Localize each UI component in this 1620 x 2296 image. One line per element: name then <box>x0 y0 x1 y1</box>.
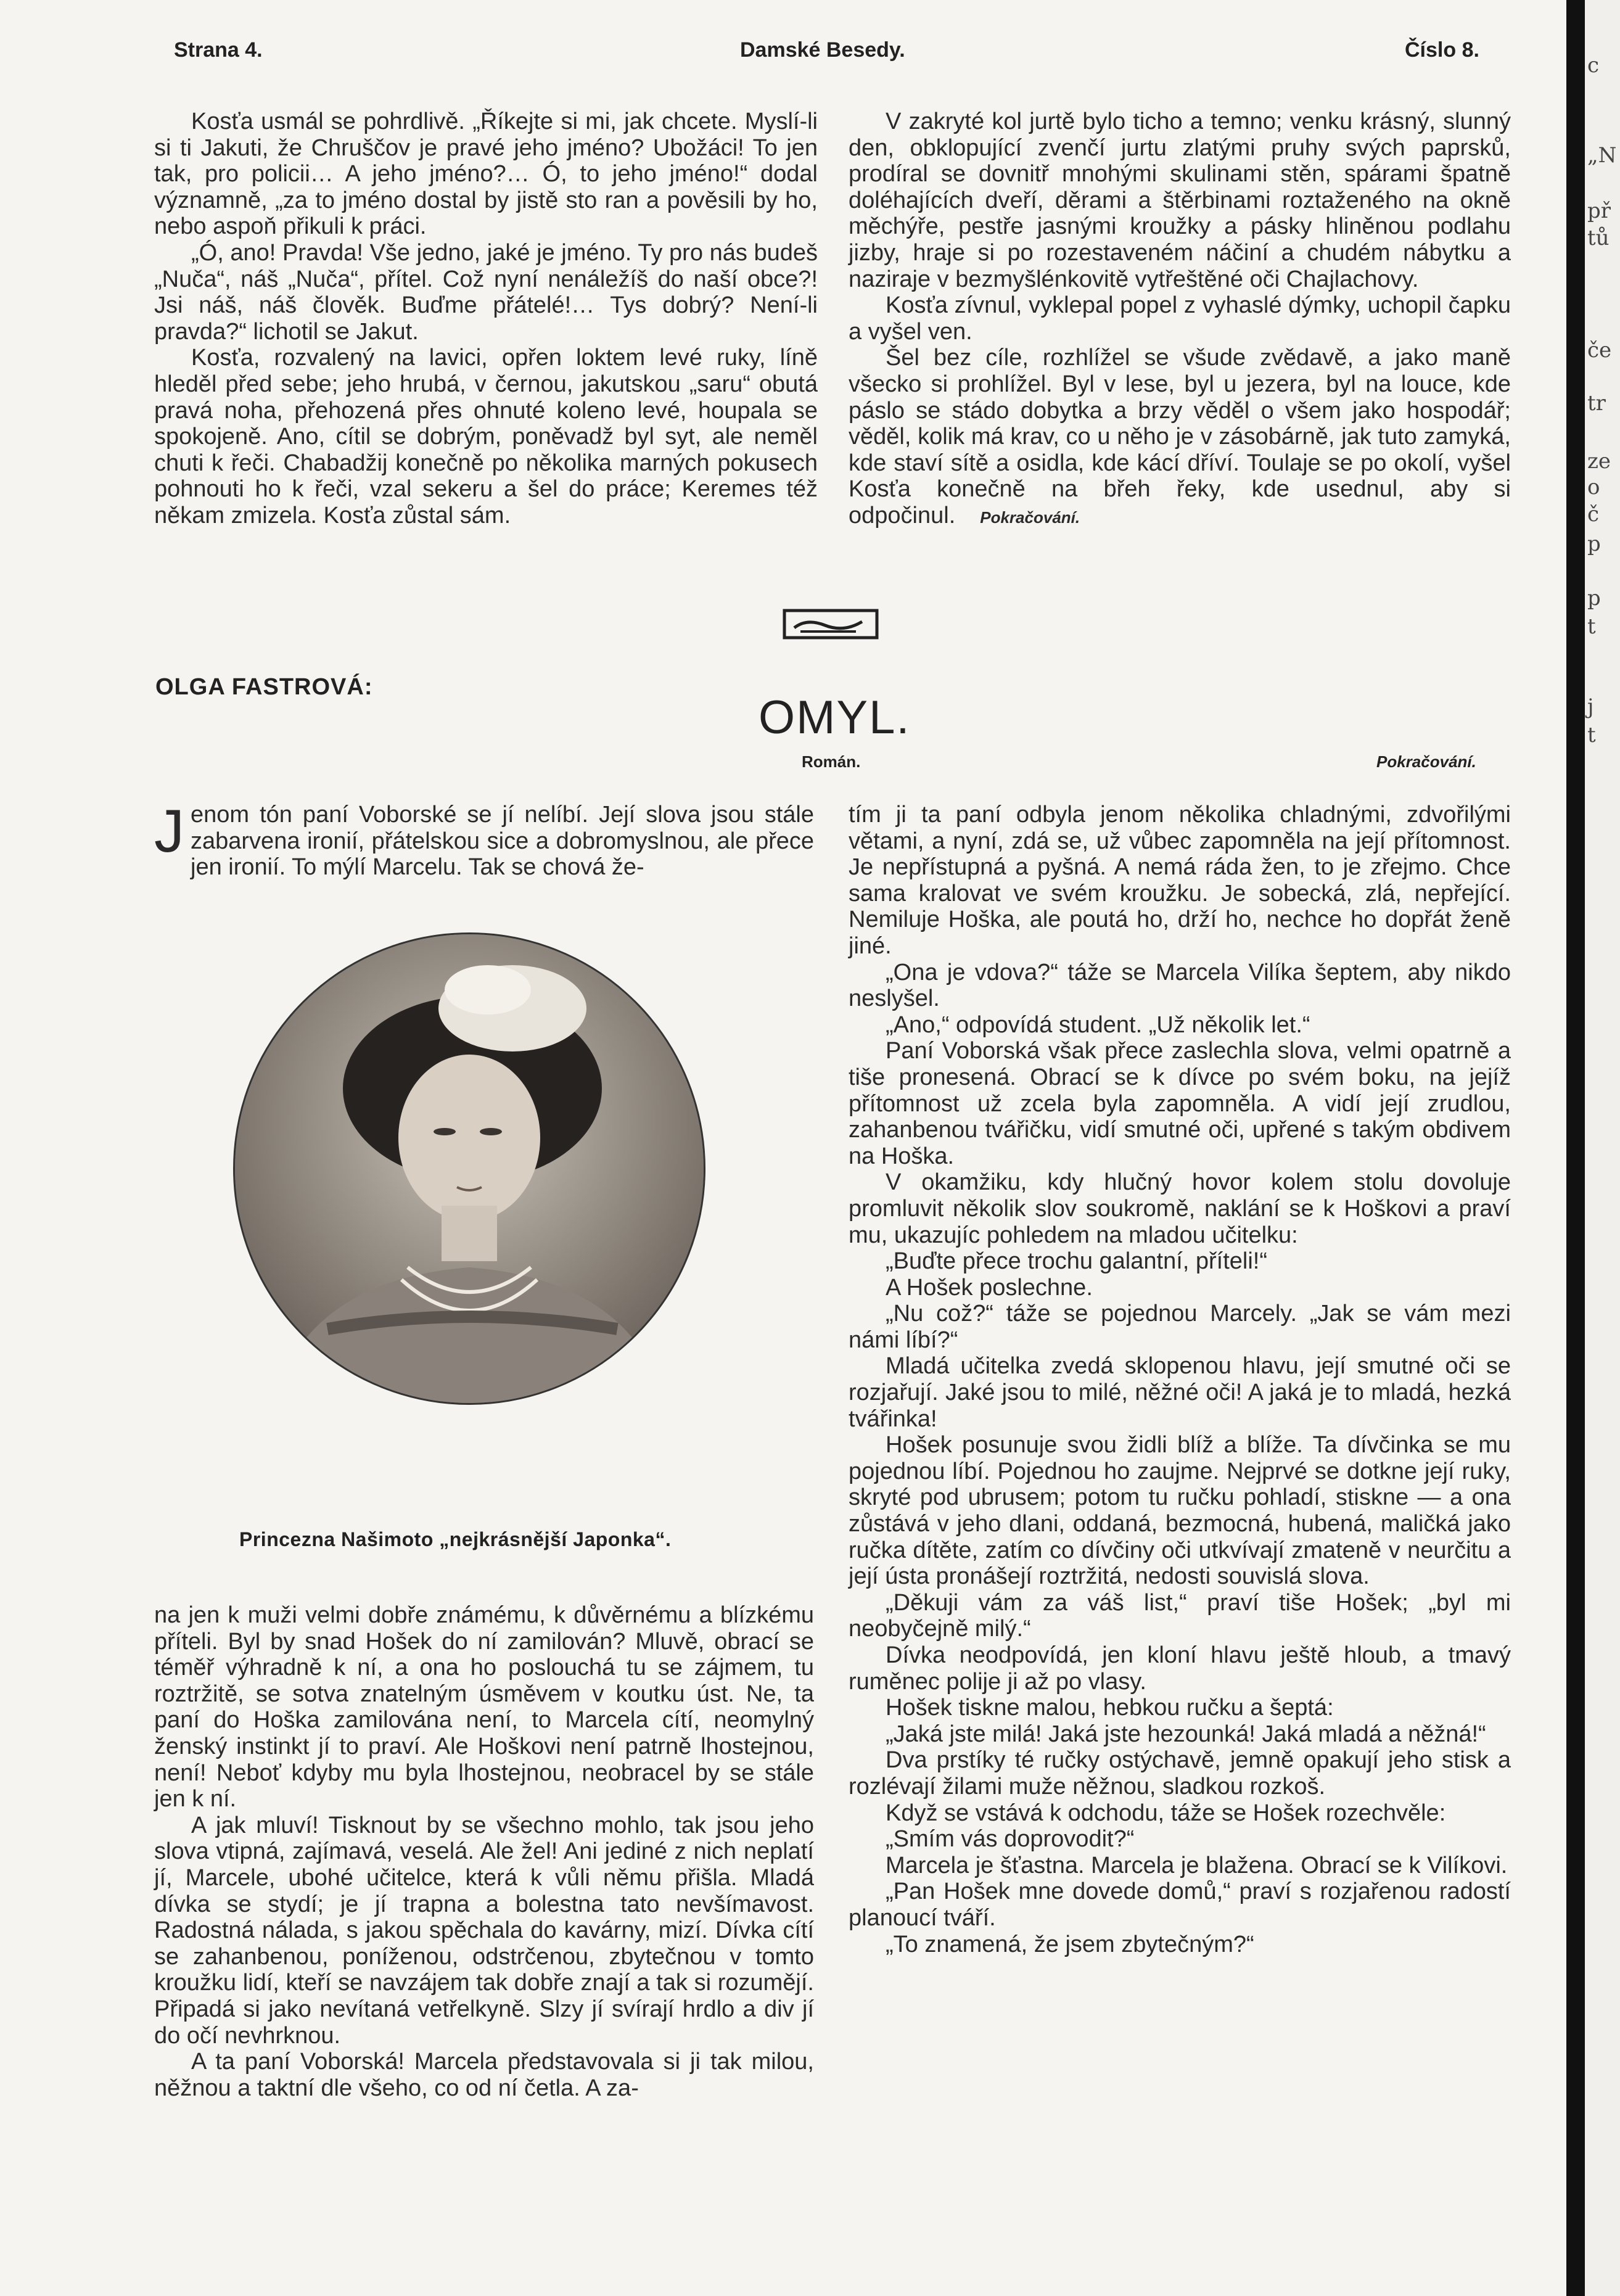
paragraph: V zakryté kol jurtě bylo ticho a temno; venku krásný, slunný den, obklopující zvenčí jurtu zlatými pruhy svých paprsků, prodíral se dovnitř mnohými skulinami stěn, spárami špatně doléhajících dveří, děrami a štěrbinami roztaženého na okně měchýře, pestře jasnými kroužky a pásky hliněnou podlahu jizby, hraje si po rozestaveném náčiní a chudém nábytku a naziraje v bezmyšlénkovitě vytřeštěné oči Chajlachovy. <box>849 109 1511 292</box>
neighbor-fragment: tr <box>1587 391 1606 416</box>
neighbor-fragment: „N <box>1587 143 1617 168</box>
neighbor-fragment: c <box>1587 53 1600 78</box>
story-subtitle: Román. <box>802 752 861 771</box>
paragraph: Hošek tiskne malou, hebkou ručku a šeptá: <box>886 1695 1334 1721</box>
portrait-illustration <box>235 934 704 1403</box>
neighbor-fragment: o <box>1587 475 1600 500</box>
paragraph: tím ji ta paní odbyla jenom několika chladnými, zdvořilými větami, a nyní, zdá se, už vůbec zapomněla na její přítomnost. Je nepřístupná a pyšná. A nemá ráda žen, to je zřejmo. Chce sama kralovat ve svém kroužku. Je sobecká, zlá, nepřející. Nemiluje Hoška, ale poutá ho, drží ho, nechce ho dopřát ženě jiné. <box>849 802 1511 959</box>
paragraph: Když se vstává k odchodu, táže se Hošek rozechvěle: <box>886 1800 1446 1826</box>
paragraph: „Ó, ano! Pravda! Vše jedno, jaké je jméno. Ty pro nás budeš „Nuča“, náš „Nuča“, přítel. Což nyní nenáležíš do naší obce?! Jsi náš, náš člověk. Buďme přátelé!… Tys dobrý? Není-li pravda?“ lichotil se Jakut. <box>154 239 818 345</box>
paragraph: Kosťa zívnul, vyklepal popel z vyhaslé dýmky, uchopil čapku a vyšel ven. <box>849 292 1511 345</box>
paragraph-text: Šel bez cíle, rozhlížel se všude zvědavě, a jako maně všecko si prohlížel. Byl v lese, byl u jezera, byl na louce, kde páslo se stádo dobytka a brzy věděl o všem jako hospodář; věděl, kolik má krav, co u něho je v zásobárně, jak tuto zamyká, kde staví sítě a osidla, kde kácí dříví. Toulaje se po okolí, vyšel Kosťa konečně na břeh řeky, kde usednul, aby si odpočinul. <box>849 345 1511 529</box>
paragraph: A Hošek poslechne. <box>886 1274 1093 1301</box>
paragraph: Mladá učitelka zvedá sklopenou hlavu, její smutné oči se rozjařují. Jaké jsou to milé, něžné oči! A jaká je to mladá, hezká tvářinka! <box>849 1353 1511 1432</box>
continued-label: Pokračování. <box>1376 752 1476 771</box>
neighbor-fragment: t <box>1587 614 1596 639</box>
page-number: Strana 4. <box>174 38 263 62</box>
ornament-divider <box>782 607 881 641</box>
paragraph: Kosťa usmál se pohrdlivě. „Říkejte si mi, jak chcete. Myslí-li si ti Jakuti, že Chruščov je pravé jeho jméno? Ubožáci! To jen tak, pro policii… A jeho jméno?… Ó, to jeho jméno!“ dodal významně, „za to jméno dostal by jistě sto ran a pověsili by ho, nebo aspoň přikuli k práci. <box>154 109 818 240</box>
neighbor-fragment: j <box>1587 694 1594 719</box>
paragraph: Dva prstíky té ručky ostýchavě, jemně opakují jeho stisk a rozlévají žilami muže něžnou, sladkou rozkoš. <box>849 1747 1511 1800</box>
issue-number: Číslo 8. <box>1405 38 1479 62</box>
paragraph: „Nu což?“ táže se pojednou Marcely. „Jak se vám mezi námi líbí?“ <box>849 1301 1511 1353</box>
neighbor-fragment: ze <box>1587 449 1611 474</box>
paragraph: A ta paní Voborská! Marcela představovala si ji tak milou, něžnou a taktní dle všeho, co od ní četla. A za- <box>154 2049 814 2101</box>
paragraph: na jen k muži velmi dobře známému, k důvěrnému a blízkému příteli. Byl by snad Hošek do ní zamilován? Mluvě, obrací se téměř výhradně k ní, a ona ho poslouchá tu se zájmem, tu roztržitě, se sotva znatelným úsměvem v koutku úst. Ne, ta paní do Hoška zamilována není, to Marcela cítí, neomylný ženský instinkt jí to praví. Ale Hoškovi není patrně lhostejnou, není! Neboť kdyby mu byla lhostejnou, neobracel by se stále jen k ní. <box>154 1602 814 1813</box>
paragraph: Paní Voborská však přece zaslechla slova, velmi opatrně a tiše pronesená. Obrací se k dívce po svém boku, na jejíž přítomnost už zcela byla zapomněla. A vidí její zrudlou, zahanbenou tvářičku, vidí smutné oči, upřené s takým obdivem na Hoška. <box>849 1038 1511 1169</box>
neighbor-fragment: če <box>1587 338 1612 363</box>
paragraph: Kosťa, rozvalený na lavici, opřen loktem levé ruky, líně hleděl před sebe; jeho hrubá, v černou, jakutskou „saru“ obutá pravá noha, přehozená přes ohnuté koleno levé, houpala se spokojeně. Ano, cítil se dobrým, poněvadž byl syt, ale neměl chuti k řeči. Chabadžij konečně po několika marných pokusech pohnouti ho k řeči, vzal sekeru a šel do práce; Keremes též někam zmizela. Kosťa zůstal sám. <box>154 345 818 529</box>
magazine-title: Damské Besedy. <box>740 38 905 62</box>
top-right-column <box>849 109 1511 531</box>
neighbor-fragment: p <box>1587 532 1601 556</box>
paragraph: „Ano,“ odpovídá student. „Už několik let.“ <box>886 1011 1310 1038</box>
story-author: OLGA FASTROVÁ: <box>155 674 373 700</box>
paragraph: „Smím vás doprovodit?“ <box>886 1826 1135 1853</box>
neighbor-fragment: p <box>1587 586 1601 611</box>
paragraph: Dívka neodpovídá, jen kloní hlavu ještě hloub, a tmavý ruměnec polije ji až po vlasy. <box>849 1642 1511 1695</box>
paragraph: A jak mluví! Tisknout by se všechno mohlo, tak jsou jeho slova vtipná, zajímavá, veselá. Ale žel! Ani jediné z nich neplatí jí, Marcele, ubohé učitelce, která k vůli němu přišla. Mladá dívka se stydí; je jí trapna a bolestna tato nevšímavost. Radostná nálada, s jakou spěchala do kavárny, mizí. Dívka cítí se zahanbenou, poníženou, odstrčenou, zbytečnou v tomto kroužku lidí, kteří se navzájem tak dobře znají a tak si rozumějí. Připadá si jako nevítaná vetřelkyně. Slzy jí svírají hrdlo a div jí do očí nevhrknou. <box>154 1812 814 2049</box>
top-left-column <box>154 109 818 529</box>
intro-paragraph <box>154 797 814 881</box>
paragraph: „To znamená, že jsem zbytečným?“ <box>886 1931 1254 1957</box>
paragraph: V okamžiku, kdy hlučný hovor kolem stolu dovoluje promluvit několik slov soukromě, naklání se k Hoškovi a praví mu, ukazujíc pohledem na mladou učitelku: <box>849 1169 1511 1248</box>
neighbor-fragment: t <box>1587 723 1596 747</box>
paragraph: „Buďte přece trochu galantní, příteli!“ <box>886 1248 1268 1275</box>
paragraph: Marcela je šťastna. Marcela je blažena. Obrací se k Vilíkovi. <box>886 1852 1508 1878</box>
right-column-text <box>849 802 1511 1957</box>
story-intro <box>154 797 814 881</box>
neighbor-fragment: tů <box>1587 226 1610 250</box>
paragraph: „Jaká jste milá! Jaká jste hezounká! Jaká mladá a něžná!“ <box>886 1721 1486 1747</box>
paragraph <box>849 345 1511 530</box>
continued-note: Pokračování. <box>980 508 1080 527</box>
photo-caption: Princezna Našimoto „nejkrásnější Japonka“. <box>239 1528 672 1550</box>
drop-cap: J <box>154 797 184 865</box>
story-title: OMYL. <box>759 691 911 744</box>
intro-text: enom tón paní Voborské se jí nelíbí. Její slova jsou stále zabarvena ironií, přátelskou sice a dobromyslnou, ale přece jen ironií. To mýlí Marcelu. Tak se chová že- <box>191 802 814 881</box>
paragraph: Hošek posunuje svou židli blíž a blíže. Ta dívčinka se mu pojednou líbí. Pojednou ho zaujme. Nejprvé se dotkne její ruky, skryté pod ubrusem; potom tu ručku pohladí, stiskne — a ona zůstává v jeho dlani, oddaná, bezmocná, hubená, maličká jako ručka dítěte, zatím co dívčiny oči utkvívají zmateně v neurčitu a její ústa pronášejí roztržitá, nedosti souvislá slova. <box>849 1432 1511 1590</box>
neighbor-fragment: č <box>1587 502 1600 527</box>
neighbor-fragment: př <box>1587 199 1611 223</box>
paragraph: „Pan Hošek mne dovede domů,“ praví s rozjařenou radostí planoucí tváří. <box>849 1878 1511 1931</box>
paragraph: „Děkuji vám za váš list,“ praví tiše Hošek; „byl mi neobyčejně milý.“ <box>849 1589 1511 1642</box>
left-column-text <box>154 1602 814 2101</box>
adjacent-page-strip <box>1585 0 1620 2296</box>
paragraph: „Ona je vdova?“ táže se Marcela Vilíka šeptem, aby nikdo neslyšel. <box>849 959 1511 1012</box>
portrait-photo <box>233 932 705 1405</box>
